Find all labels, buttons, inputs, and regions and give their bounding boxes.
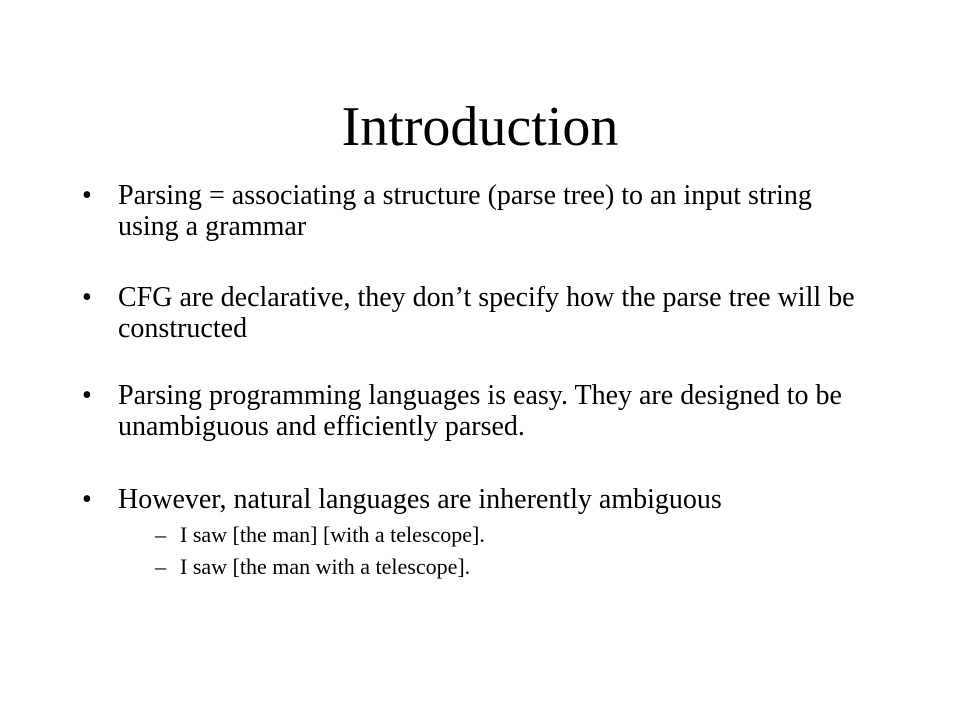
bullet-text: Parsing = associating a structure (parse tree) to an input string using a grammar (118, 180, 812, 242)
bullet-text: CFG are declarative, they don’t specify how the parse tree will be constructed (118, 282, 855, 344)
bullet-marker: • (82, 484, 92, 515)
bullet-text: Parsing programming languages is easy. They are designed to be unambiguous and efficiently parsed. (118, 380, 842, 442)
sub-bullet-marker: – (155, 554, 166, 579)
sub-bullet-text: I saw [the man with a telescope]. (180, 554, 471, 579)
bullet-text: However, natural languages are inherently ambiguous (118, 484, 722, 515)
sub-bullet-marker: – (155, 522, 166, 547)
sub-bullet-text: I saw [the man] [with a telescope]. (180, 522, 485, 547)
bullet-marker: • (82, 282, 92, 313)
slide-title: Introduction (341, 96, 619, 158)
bullet-marker: • (82, 180, 92, 211)
bullet-marker: • (82, 380, 92, 411)
